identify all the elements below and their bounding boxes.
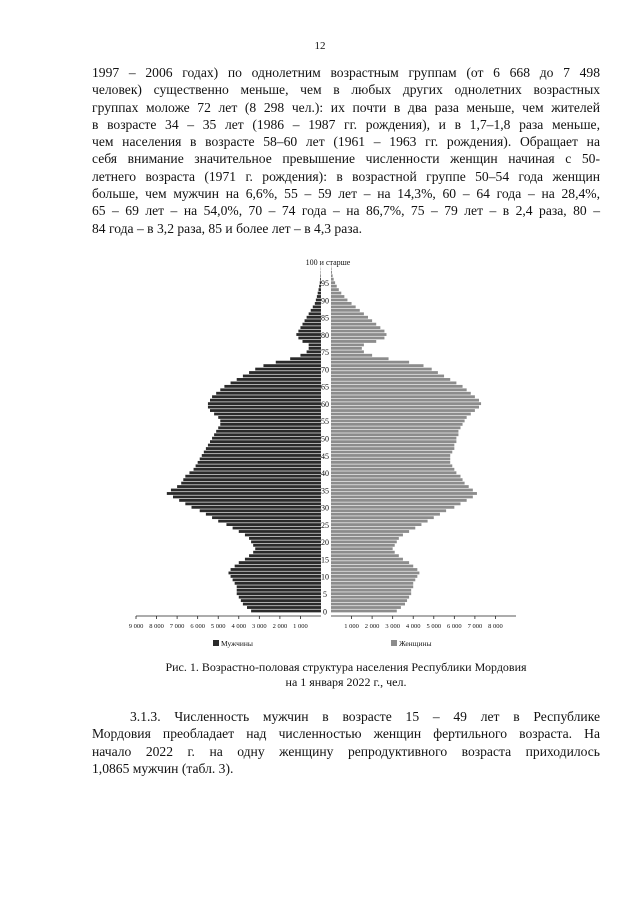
left-axis-tick-label: 5 000 — [210, 623, 226, 630]
age-tick-label: 20 — [321, 538, 329, 548]
women-bar — [331, 347, 362, 350]
women-bar — [331, 378, 450, 381]
men-bar — [220, 388, 321, 391]
men-bar — [173, 496, 321, 499]
women-bar — [331, 409, 475, 412]
age-tick-label: 60 — [321, 399, 329, 409]
age-tick-label: 75 — [321, 348, 329, 358]
men-bar — [253, 551, 321, 554]
women-bar — [331, 375, 444, 378]
women-bar — [331, 451, 452, 454]
men-bar — [239, 530, 321, 533]
text-line: 1,0865 мужчин (табл. 3). — [92, 760, 234, 776]
men-bar — [198, 461, 321, 464]
women-bar — [331, 561, 409, 564]
men-bar — [235, 582, 321, 585]
paragraph-1 — [92, 64, 600, 237]
women-bar — [331, 274, 333, 277]
men-bar — [179, 499, 321, 502]
women-bar — [331, 578, 415, 581]
text-line: 1997 – 2006 годах) по однолетним возрастным группам (от 6 668 до 7 498 — [92, 65, 600, 80]
age-tick-label: 95 — [321, 279, 329, 288]
left-axis-tick-label: 9 000 — [128, 623, 144, 630]
men-bar — [303, 323, 322, 326]
men-bar — [237, 378, 321, 381]
women-bar — [331, 395, 475, 398]
age-tick-label: 70 — [321, 365, 329, 375]
women-bar — [331, 444, 454, 447]
left-axis-tick-label: 6 000 — [190, 623, 205, 630]
men-bar — [255, 368, 321, 371]
men-bar — [208, 444, 321, 447]
women-bar — [331, 551, 395, 554]
women-bar — [331, 371, 438, 374]
men-bar — [239, 561, 321, 564]
right-axis-tick-label: 4 000 — [405, 623, 421, 630]
women-bar — [331, 312, 364, 315]
men-bar — [307, 350, 321, 353]
age-tick-label: 45 — [321, 451, 329, 461]
men-bar — [231, 568, 321, 571]
women-bar — [331, 496, 473, 499]
men-bar — [300, 326, 321, 329]
text-line: больше, чем мужчин на 6,6%, 55 – 59 лет – на 14,3%, 60 – 64 года – на 28,4%, — [92, 186, 600, 202]
women-bar — [331, 420, 465, 423]
men-bar — [263, 364, 321, 367]
caption-line-2: на 1 января 2022 г., чел. — [285, 675, 407, 689]
women-bar — [331, 292, 341, 295]
women-bar — [331, 565, 413, 568]
men-bar — [220, 420, 321, 423]
women-bar — [331, 361, 409, 364]
women-bar — [331, 603, 405, 606]
right-axis-tick-label: 1 000 — [344, 623, 359, 630]
right-axis-tick-label: 5 000 — [426, 623, 442, 630]
women-bar — [331, 596, 409, 599]
women-bar — [331, 385, 463, 388]
women-bar — [331, 388, 467, 391]
right-axis-tick-label: 7 000 — [467, 623, 483, 630]
men-bar — [239, 596, 321, 599]
text-line: в возрасте 34 – 35 лет (1986 – 1987 гг. рождения), и в 1,7–1,8 раза меньше, — [92, 116, 600, 132]
men-bar — [183, 478, 321, 481]
men-bar — [320, 274, 321, 277]
men-bar — [249, 537, 321, 540]
women-bar — [331, 288, 339, 291]
men-bar — [249, 371, 321, 374]
women-bar — [331, 478, 463, 481]
women-bar — [331, 516, 434, 519]
women-bar — [331, 364, 424, 367]
men-bar — [194, 468, 321, 471]
caption-line-1: Рис. 1. Возрастно-половая структура населения Республики Мордовия — [165, 660, 527, 674]
women-bar — [331, 333, 387, 336]
women-bar — [331, 537, 399, 540]
age-tick-label: 80 — [321, 330, 329, 340]
men-bar — [300, 354, 321, 357]
men-bar — [226, 523, 321, 526]
men-bar — [251, 540, 321, 543]
text-line: группах моложе 72 лет (8 298 чел.): их почти в два раза меньше, чем жителей — [92, 99, 600, 115]
women-bar — [331, 606, 401, 609]
men-bar — [210, 409, 321, 412]
text-line: 84 года – в 3,2 раза, 85 и более лет – в 4,3 раза. — [92, 220, 363, 236]
men-bar — [237, 592, 321, 595]
men-bar — [212, 437, 321, 440]
men-bar — [233, 578, 321, 581]
women-bar — [331, 585, 413, 588]
legend-label-women: Женщины — [399, 639, 432, 648]
men-bar — [235, 565, 321, 568]
men-bar — [237, 585, 321, 588]
men-bar — [251, 610, 321, 613]
men-bar — [255, 547, 321, 550]
men-bar — [319, 288, 321, 291]
age-tick-label: 5 — [323, 590, 327, 599]
women-bar — [331, 447, 454, 450]
women-bar — [331, 489, 473, 492]
women-bar — [331, 357, 389, 360]
men-bar — [171, 489, 321, 492]
women-bar — [331, 281, 335, 284]
women-bar — [331, 285, 337, 288]
women-bar — [331, 302, 352, 305]
age-tick-label: 15 — [321, 555, 329, 565]
men-bar — [185, 502, 321, 505]
men-bar — [220, 423, 321, 426]
men-bar — [247, 606, 321, 609]
women-bar — [331, 592, 411, 595]
women-bar — [331, 471, 456, 474]
women-bar — [331, 340, 376, 343]
men-bar — [303, 340, 322, 343]
women-bar — [331, 413, 471, 416]
women-bar — [331, 610, 397, 613]
women-bar — [331, 440, 456, 443]
women-bar — [331, 492, 477, 495]
women-bar — [331, 482, 465, 485]
men-bar — [206, 513, 321, 516]
women-bar — [331, 509, 446, 512]
men-bar — [167, 492, 321, 495]
women-bar — [331, 381, 456, 384]
women-bar — [331, 316, 368, 319]
women-bar — [331, 568, 417, 571]
women-bar — [331, 406, 479, 409]
women-bar — [331, 513, 440, 516]
men-bar — [307, 316, 321, 319]
women-bar — [331, 558, 403, 561]
legend-swatch-men — [213, 640, 219, 646]
pyramid-svg — [128, 256, 556, 656]
text-line: чем населения в возрасте 58–60 лет (1961 – 1963 гг. рождения). Обращает на — [92, 134, 600, 150]
women-bar — [331, 534, 403, 537]
age-tick-label: 90 — [321, 296, 329, 306]
women-bar — [331, 326, 380, 329]
women-bar — [331, 437, 456, 440]
women-bar — [331, 475, 461, 478]
women-bar — [331, 540, 397, 543]
women-bar — [331, 423, 463, 426]
men-bar — [218, 426, 321, 429]
women-bar — [331, 305, 356, 308]
men-bar — [231, 575, 321, 578]
women-bar — [331, 278, 334, 281]
men-bar — [241, 599, 321, 602]
figure-caption — [92, 660, 600, 690]
women-bar — [331, 416, 467, 419]
women-bar — [331, 530, 409, 533]
men-bar — [243, 603, 321, 606]
women-bar — [331, 337, 384, 340]
women-bar — [331, 392, 471, 395]
men-bar — [216, 392, 321, 395]
men-bar — [237, 589, 321, 592]
men-bar — [208, 406, 321, 409]
men-bar — [253, 544, 321, 547]
men-bar — [218, 416, 321, 419]
men-bar — [318, 292, 321, 295]
men-bar — [200, 458, 321, 461]
left-axis-tick-label: 4 000 — [231, 623, 247, 630]
men-bar — [177, 485, 321, 488]
right-axis-tick-label: 2 000 — [364, 623, 380, 630]
women-bar — [331, 454, 450, 457]
women-bar — [331, 271, 332, 274]
left-axis-tick-label: 3 000 — [252, 623, 267, 630]
men-bar — [189, 471, 321, 474]
legend-label-men: Мужчины — [221, 639, 253, 648]
top-age-label: 100 и старше — [305, 258, 351, 267]
women-bar — [331, 599, 407, 602]
men-bar — [233, 527, 321, 530]
men-bar — [181, 482, 321, 485]
men-bar — [210, 440, 321, 443]
text-line: 65 – 69 лет – на 54,0%, 70 – 74 года – на 86,7%, 75 – 79 лет – в 2,4 раза, 80 – — [92, 203, 600, 219]
men-bar — [229, 572, 322, 575]
men-bar — [298, 337, 321, 340]
age-tick-label: 25 — [321, 520, 329, 530]
women-bar — [331, 399, 479, 402]
women-bar — [331, 461, 450, 464]
men-bar — [311, 309, 321, 312]
women-bar — [331, 354, 372, 357]
page-number: 12 — [314, 40, 326, 52]
women-bar — [331, 464, 452, 467]
men-bar — [208, 402, 321, 405]
left-axis-tick-label: 1 000 — [293, 623, 308, 630]
women-bar — [331, 319, 372, 322]
age-tick-label: 50 — [321, 434, 329, 444]
men-bar — [224, 385, 321, 388]
text-line: 3.1.3. Численность мужчин в возрасте 15 – 49 лет в Республике — [130, 709, 600, 724]
men-bar — [200, 509, 321, 512]
men-bar — [231, 381, 321, 384]
men-bar — [296, 333, 321, 336]
women-bar — [331, 544, 395, 547]
women-bar — [331, 430, 458, 433]
men-bar — [210, 399, 321, 402]
women-bar — [331, 267, 332, 270]
age-tick-label: 85 — [321, 313, 329, 323]
paragraph-2 — [92, 708, 600, 777]
left-axis-tick-label: 7 000 — [169, 623, 185, 630]
men-bar — [276, 361, 321, 364]
women-bar — [331, 589, 411, 592]
men-bar — [298, 330, 321, 333]
men-bar — [245, 558, 321, 561]
women-bar — [331, 368, 432, 371]
men-bar — [290, 357, 321, 360]
age-tick-label: 0 — [323, 607, 327, 617]
age-tick-label: 40 — [321, 469, 329, 479]
left-axis-tick-label: 2 000 — [272, 623, 288, 630]
men-bar — [249, 554, 321, 557]
men-bar — [204, 451, 321, 454]
women-bar — [331, 350, 364, 353]
women-bar — [331, 458, 450, 461]
age-tick-label: 10 — [321, 572, 329, 582]
men-bar — [192, 506, 322, 509]
men-bar — [185, 475, 321, 478]
women-bar — [331, 554, 399, 557]
age-tick-label: 30 — [321, 503, 329, 513]
women-bar — [331, 523, 421, 526]
age-tick-label: 55 — [321, 417, 329, 427]
age-tick-label: 35 — [321, 486, 329, 496]
women-bar — [331, 343, 364, 346]
text-line: человек) существенно меньше, чем в любых других однолетних возрастных — [92, 82, 600, 98]
women-bar — [331, 506, 454, 509]
right-axis-tick-label: 8 000 — [488, 623, 503, 630]
men-bar — [206, 447, 321, 450]
women-bar — [331, 468, 454, 471]
men-bar — [218, 520, 321, 523]
men-bar — [305, 319, 321, 322]
men-bar — [313, 305, 321, 308]
women-bar — [331, 582, 413, 585]
text-line: Мордовия преобладает над численностью женщин фертильного возраста. На — [92, 726, 600, 742]
men-bar — [216, 430, 321, 433]
women-bar — [331, 499, 467, 502]
women-bar — [331, 295, 344, 298]
women-bar — [331, 309, 360, 312]
men-bar — [196, 464, 321, 467]
women-bar — [331, 547, 393, 550]
women-bar — [331, 485, 469, 488]
women-bar — [331, 433, 458, 436]
women-bar — [331, 402, 481, 405]
men-bar — [202, 454, 321, 457]
women-bar — [331, 527, 415, 530]
men-bar — [212, 516, 321, 519]
right-axis-tick-label: 3 000 — [385, 623, 400, 630]
women-bar — [331, 299, 347, 302]
women-bar — [331, 323, 376, 326]
men-bar — [245, 534, 321, 537]
age-tick-label: 65 — [321, 382, 329, 392]
men-bar — [214, 413, 321, 416]
left-axis-tick-label: 8 000 — [149, 623, 164, 630]
men-bar — [309, 343, 321, 346]
women-bar — [331, 502, 461, 505]
women-bar — [331, 426, 461, 429]
text-line: себя внимание значительное превышение численности женщин начиная с 50- — [92, 151, 600, 167]
right-axis-tick-label: 6 000 — [447, 623, 462, 630]
text-line: летнего возраста (1971 г. рождения): в возрастной группе 50–54 года женщин — [92, 168, 600, 184]
women-bar — [331, 575, 417, 578]
women-bar — [331, 330, 384, 333]
men-bar — [309, 347, 321, 350]
men-bar — [212, 395, 321, 398]
text-line: начало 2022 г. на одну женщину репродуктивного возраста приходилось — [92, 743, 600, 759]
legend-swatch-women — [391, 640, 397, 646]
men-bar — [243, 375, 321, 378]
women-bar — [331, 572, 419, 575]
women-bar — [331, 520, 428, 523]
population-pyramid-chart — [128, 256, 556, 656]
men-bar — [309, 312, 321, 315]
men-bar — [214, 433, 321, 436]
